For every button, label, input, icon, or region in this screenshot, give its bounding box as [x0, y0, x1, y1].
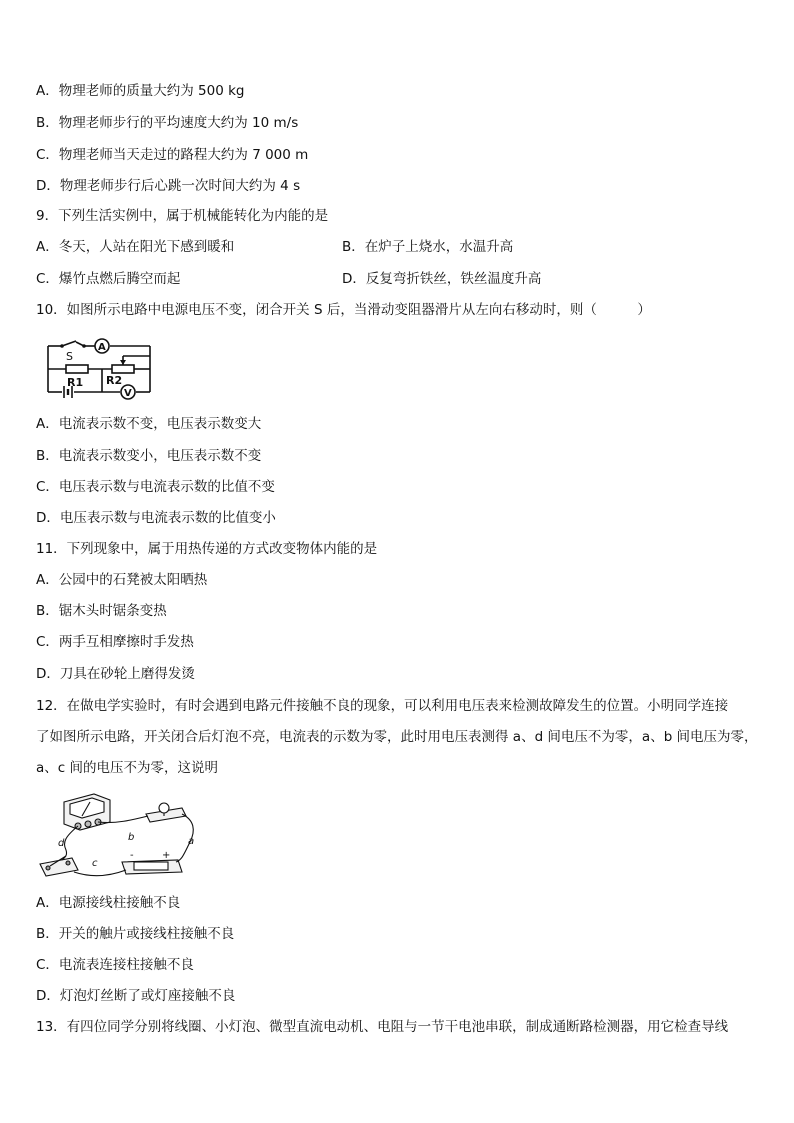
battery-minus-label: - — [130, 850, 134, 861]
q9-option-a: A．冬天，人站在阳光下感到暖和 — [36, 239, 235, 255]
q10-option-a: A．电流表示数不变，电压表示数变大 — [36, 416, 262, 432]
q12-stem-line-1: 12．在做电学实验时，有时会遇到电路元件接触不良的现象，可以利用电压表来检测故障发生的位置。小明同学连接 — [36, 698, 729, 714]
q9-option-d: D．反复弯折铁丝，铁丝温度升高 — [342, 271, 542, 287]
q12-option-b: B．开关的触片或接线柱接触不良 — [36, 926, 235, 942]
q12-stem-line-3: a、c 间的电压不为零，这说明 — [36, 760, 218, 776]
q12-option-c: C．电流表连接柱接触不良 — [36, 957, 194, 973]
q8-option-a: A．物理老师的质量大约为 500 kg — [36, 83, 245, 99]
q9-option-b: B．在炉子上烧水，水温升高 — [342, 239, 514, 255]
q12-stem-line-2: 了如图所示电路，开关闭合后灯泡不亮，电流表的示数为零，此时用电压表测得 a、d 间电压不为零，a、b 间电压为零， — [36, 729, 758, 745]
q8-option-b: B．物理老师步行的平均速度大约为 10 m/s — [36, 115, 299, 131]
point-c-label: c — [92, 858, 98, 869]
q12-circuit-illustration — [36, 786, 206, 888]
voltmeter-label: V — [124, 388, 132, 399]
switch-label: S — [66, 350, 73, 363]
q8-option-d: D．物理老师步行后心跳一次时间大约为 4 s — [36, 178, 301, 194]
point-d-label: d — [58, 838, 65, 849]
r2-label: R2 — [106, 374, 123, 387]
q12-option-d: D．灯泡灯丝断了或灯座接触不良 — [36, 988, 236, 1004]
r1-label: R1 — [67, 376, 84, 389]
q11-option-b: B．锯木头时锯条变热 — [36, 603, 167, 619]
q13-stem: 13．有四位同学分别将线圈、小灯泡、微型直流电动机、电阻与一节干电池串联，制成通断路检测器，用它检查导线 — [36, 1019, 729, 1035]
q10-stem: 10．如图所示电路中电源电压不变，闭合开关 S 后，当滑动变阻器滑片从左向右移动时，则（ ） — [36, 302, 651, 318]
q10-option-c: C．电压表示数与电流表示数的比值不变 — [36, 479, 275, 495]
q8-option-c: C．物理老师当天走过的路程大约为 7 000 m — [36, 147, 309, 163]
ammeter-label: A — [98, 342, 106, 353]
q9-stem: 9．下列生活实例中，属于机械能转化为内能的是 — [36, 208, 329, 224]
q12-option-a: A．电源接线柱接触不良 — [36, 895, 181, 911]
q11-option-a: A．公园中的石凳被太阳晒热 — [36, 572, 208, 588]
q11-option-c: C．两手互相摩擦时手发热 — [36, 634, 194, 650]
battery-plus-label: + — [162, 850, 171, 861]
q9-option-c: C．爆竹点燃后腾空而起 — [36, 271, 181, 287]
q11-stem: 11．下列现象中，属于用热传递的方式改变物体内能的是 — [36, 541, 378, 557]
q10-circuit-diagram — [40, 336, 156, 402]
q10-option-b: B．电流表示数变小，电压表示数不变 — [36, 448, 262, 464]
q11-option-d: D．刀具在砂轮上磨得发烫 — [36, 666, 195, 682]
point-a-right-label: a — [188, 836, 195, 847]
q10-option-d: D．电压表示数与电流表示数的比值变小 — [36, 510, 276, 526]
point-a-label: b — [128, 832, 135, 843]
